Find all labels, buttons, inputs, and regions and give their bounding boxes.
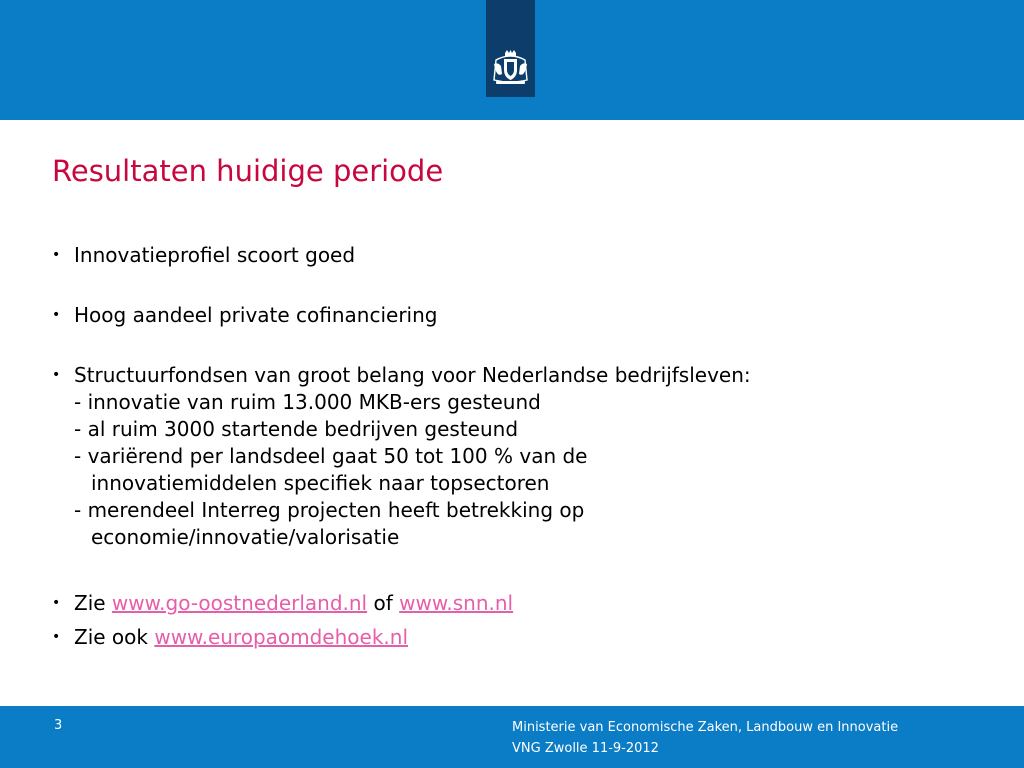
list-item <box>52 302 952 329</box>
bullet-dot: • <box>52 247 61 263</box>
bullet-prefix: Zie ook <box>74 625 155 649</box>
header-band <box>0 0 1024 120</box>
sub-item-continuation: innovatiemiddelen specifiek naar topsectoren <box>91 471 550 495</box>
bullet-dot: • <box>52 629 61 645</box>
page-number: 3 <box>54 718 63 733</box>
list-item <box>52 362 952 551</box>
list-item <box>52 590 952 617</box>
sub-item: - variërend per landsdeel gaat 50 tot 100 % van de <box>74 444 588 468</box>
footer-ministry: Ministerie van Economische Zaken, Landbouw en Innovatie <box>512 720 899 735</box>
bullet-middle: of <box>367 591 400 615</box>
bullet-dot: • <box>52 367 61 383</box>
government-logo <box>486 0 535 97</box>
sub-item: - innovatie van ruim 13.000 MKB-ers gesteund <box>74 390 541 414</box>
link-europaomdehoek[interactable]: www.europaomdehoek.nl <box>154 625 408 649</box>
bullet-text: Innovatieprofiel scoort goed <box>74 243 356 267</box>
footer-event-date: VNG Zwolle 11-9-2012 <box>512 741 659 756</box>
bullet-prefix: Zie <box>74 591 112 615</box>
list-item <box>52 624 952 651</box>
link-snn[interactable]: www.snn.nl <box>399 591 514 615</box>
list-item <box>52 242 952 269</box>
sub-item: - al ruim 3000 startende bedrijven gesteund <box>74 417 519 441</box>
slide-title: Resultaten huidige periode <box>52 154 444 188</box>
bullet-text: Hoog aandeel private cofinanciering <box>74 303 438 327</box>
link-go-oostnederland[interactable]: www.go-oostnederland.nl <box>111 591 368 615</box>
bullet-dot: • <box>52 595 61 611</box>
sub-item-continuation: economie/innovatie/valorisatie <box>91 525 400 549</box>
bullet-dot: • <box>52 307 61 323</box>
bullet-text: Structuurfondsen van groot belang voor Nederlandse bedrijfsleven: <box>74 363 751 387</box>
footer-text <box>512 717 898 759</box>
sub-item: - merendeel Interreg projecten heeft betrekking op <box>74 498 585 522</box>
netherlands-coat-of-arms-icon <box>490 50 531 86</box>
bullet-list <box>52 242 952 651</box>
